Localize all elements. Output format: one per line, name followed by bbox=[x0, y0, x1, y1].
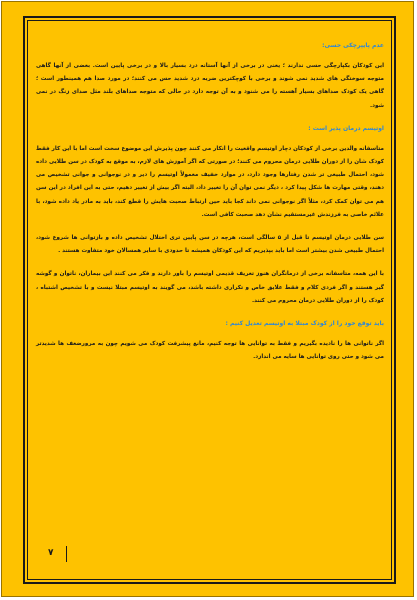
body-paragraph: این کودکان بکپارچگی حسی ندارند ؛ یعنی در برخی از آنها آستانه درد بسیار بالا و در برخی پایین است. بعضی از آنها گاهی متوجه سوختگی های شدید نمی شوند و برخی با کوچکترین ضربه درد شدید حس می کنند؛ در مورد صدا هم همینطور است ؛ گاهی یک کودک صداهای بسیار آهسته را می شنود و به آن توجه دارد در حالی که متوجه صداهای بلند مثل صدای زنگ در نمی شود. bbox=[36, 63, 384, 109]
section-heading: باید توقع خود را از کودک مبتلا به اوتیسم تعدیل کنیم : bbox=[225, 320, 384, 328]
footer-divider bbox=[66, 546, 67, 562]
body-paragraph: متاسفانه والدین برخی از کودکان دچار اوتیسم واقعیت را انکار می کنند چون پذیرش این موضوع سخت است اما با این کار فقط کودک شان را از دوران طلایی درمان محروم می کنند؛ در صورتی که اگر آموزش های لازم، به موقع به کودک در سن طلایی داده شود، احتمال طبیعی تر شدن رفتارها وجود دارد، در موارد خفیف معمولاً اوتیسم را دیر و در نوجوانی و جوانی تشخیص می دهند، وقتی مهارت ها شکل پیدا کرد ، دیگر نمی توان آن را تغییر داد، البته اگر بیش از تغییر دهیم، حتی به این افراد در این سن هم می توان کمک کرد، مثلاً اگر نوجوانی نمی داند کجا باید حین ارتباط صحبت هایش را قطع کند، باید به مادر یاد داده شود، با علائم خاصی به فرزندش غیرمستقیم نشان دهد صحبت کافی است. bbox=[36, 145, 384, 218]
body-paragraph: اگر ناتوانی ها را نادیده بگیریم و فقط به توانایی ها توجه کنیم، مانع پیشرفت کودک می شویم چون به مرورضعف ها شدیدتر می شود و حتی روی توانایی ها سایه می اندازد. bbox=[36, 341, 384, 361]
page-number: ۷ bbox=[48, 548, 54, 558]
body-paragraph: سن طلایی درمان اوتیسم تا قبل از ۵ سالگی است، هرچه در سن پایین تری اختلال تشخیص داده و بازتوانی ها شروع شود، احتمال طبیعی شدن بیشتر است اما باید بپذیریم که این کودکان همیشه تا حدودی با سایر همسالان خود متفاوت هستند . bbox=[36, 235, 385, 255]
document-body bbox=[36, 40, 384, 374]
section-heading: عدم پایپرچکی حسی: bbox=[322, 42, 384, 49]
section-heading: اوتیسم درمان پذیر است : bbox=[308, 124, 384, 132]
body-paragraph: با این همه، متاسفانه برخی از درمانگران هنوز تعریف قدیمی اوتیسم را باور دارند و فکر می کنند این بیماران، ناتوان و گوشه گیر هستند و اگر فردی کلام و فقط علایق خاص و تکراری داشته باشد، می گویند به اوتیسم مبتلا نیست و با تشخیص اشتباه ، کودک را از دوران طلایی درمان محروم می کنند. bbox=[36, 271, 384, 304]
document-page bbox=[1, 1, 414, 597]
